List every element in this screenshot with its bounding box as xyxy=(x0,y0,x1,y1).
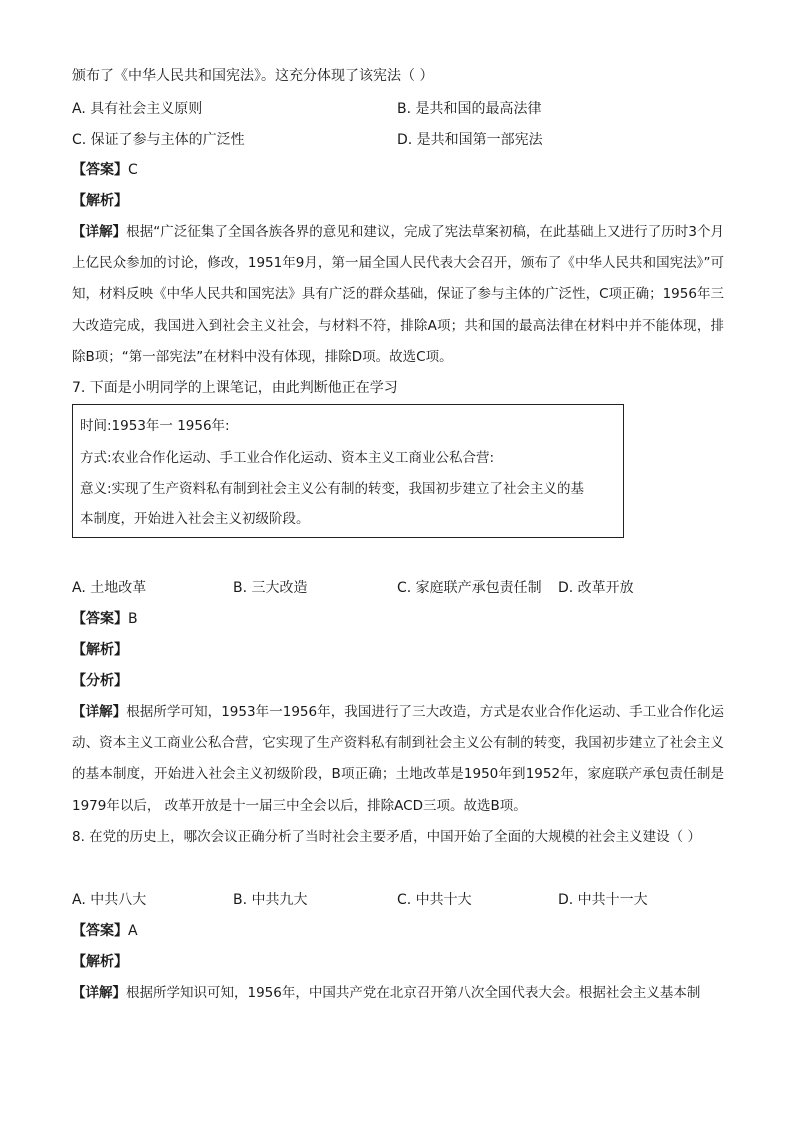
q8-answer-value: A xyxy=(128,923,138,939)
q6-detail-text: 根据“广泛征集了全国各族各界的意见和建议，完成了宪法草案初稿，在此基础上又进行了历时3个月上亿民众参加的讨论，修改，1951年9月，第一届全国人民代表大会召开，颁布了《中华人民共和国宪法》”可知，材料反映《中华人民共和国宪法》具有广泛的群众基础，保证了参与主体的广泛性，C项正确；1956年三大改造完成，我国进入到社会主义社会，与材料不符，排除A项；共和国的最高法律在材料中并不能体现，排除B项；“第一部宪法”在材料中没有体现，排除D项。故选C项。 xyxy=(72,224,725,365)
q8-detail-text: 根据所学知识可知，1956年，中国共产党在北京召开第八次全国代表大会。根据社会主义基本制 xyxy=(126,985,701,1001)
q8-option-b: B. 中共九大 xyxy=(233,892,308,908)
q6-detail-paragraph xyxy=(72,217,724,373)
q8-stem: 8. 在党的历史上，哪次会议正确分析了当时社会主要矛盾，中国开始了全面的大规模的社会主义建设（ ） xyxy=(72,829,701,845)
q6-answer-tag: 【答案】 xyxy=(72,162,128,178)
q7-note-line-4: 本制度，开始进入社会主义初级阶段。 xyxy=(80,511,310,527)
q6-answer-value: C xyxy=(128,162,138,178)
q6-detail-tag: 【详解】 xyxy=(72,224,127,240)
q6-answer-line xyxy=(72,161,138,179)
q6-stem-tail: 颁布了《中华人民共和国宪法》。这充分体现了该宪法（ ） xyxy=(72,68,434,84)
q8-option-a: A. 中共八大 xyxy=(72,892,147,908)
q6-option-d: D. 是共和国第一部宪法 xyxy=(397,132,543,148)
q6-option-a: A. 具有社会主义原则 xyxy=(72,101,203,117)
q8-analysis-tag: 【解析】 xyxy=(72,954,128,970)
q7-option-d: D. 改革开放 xyxy=(558,580,634,596)
q6-option-b: B. 是共和国的最高法律 xyxy=(397,101,542,117)
q7-answer-tag: 【答案】 xyxy=(72,611,128,627)
q7-note-box xyxy=(72,404,624,538)
q8-detail-paragraph xyxy=(72,978,724,1009)
q7-note-line-3: 意义:实现了生产资料私有制到社会主义公有制的转变，我国初步建立了社会主义的基 xyxy=(80,481,585,497)
q8-option-c: C. 中共十大 xyxy=(397,892,472,908)
q7-answer-line xyxy=(72,610,138,628)
q8-answer-tag: 【答案】 xyxy=(72,923,128,939)
q7-option-b: B. 三大改造 xyxy=(233,580,308,596)
q7-detail-text: 根据所学可知，1953年一1956年，我国进行了三大改造，方式是农业合作化运动、手工业合作化运动、资本主义工商业公私合营，它实现了生产资料私有制到社会主义公有制的转变，我国初步建立了社会主义的基本制度，开始进入社会主义初级阶段，B项正确；土地改革是1950年到1952年，家庭联产承包责任制是1979年以后， 改革开放是十一届三中全会以后，排除ACD三项。故选B项。 xyxy=(72,704,725,814)
q7-note-line-2: 方式:农业合作化运动、手工业合作化运动、资本主义工商业公私合营: xyxy=(80,450,495,466)
q7-answer-value: B xyxy=(128,611,138,627)
q7-detail-tag: 【详解】 xyxy=(72,704,127,720)
q6-option-c: C. 保证了参与主体的广泛性 xyxy=(72,132,245,148)
q6-analysis-tag: 【解析】 xyxy=(72,193,128,209)
q7-option-c: C. 家庭联产承包责任制 xyxy=(397,580,542,596)
q7-analysis-tag: 【解析】 xyxy=(72,642,128,658)
q7-fenxi-tag: 【分析】 xyxy=(72,673,128,689)
q7-option-a: A. 土地改革 xyxy=(72,580,147,596)
q7-stem: 7. 下面是小明同学的上课笔记，由此判断他正在学习 xyxy=(72,380,398,396)
q8-answer-line xyxy=(72,922,138,940)
q8-detail-tag: 【详解】 xyxy=(72,985,126,1001)
q7-detail-paragraph xyxy=(72,697,724,822)
q7-note-line-1: 时间:1953年一 1956年: xyxy=(80,418,230,434)
q8-option-d: D. 中共十一大 xyxy=(558,892,648,908)
